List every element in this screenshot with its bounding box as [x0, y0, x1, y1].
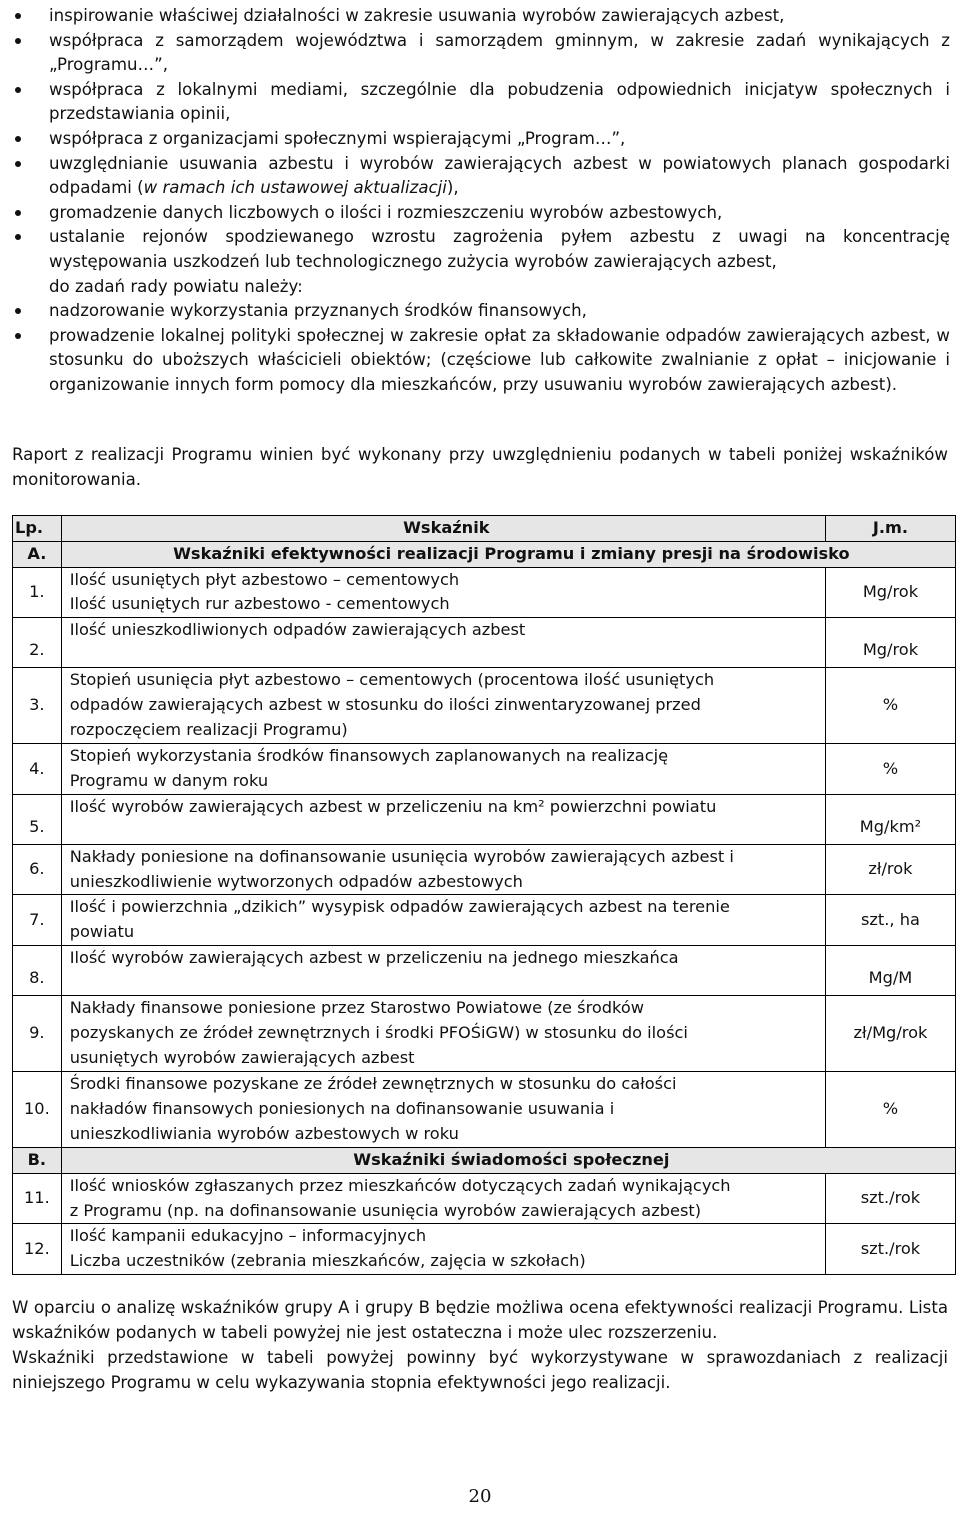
list-item: gromadzenie danych liczbowych o ilości i rozmieszczeniu wyrobów azbestowych,	[12, 201, 950, 226]
row-unit: zł/rok	[825, 844, 955, 895]
list-item: współpraca z organizacjami społecznymi wspierającymi „Program…”,	[12, 127, 950, 152]
table-row	[13, 567, 956, 618]
row-line: Programu w danym roku	[69, 770, 269, 790]
row-line: Ilość wyrobów zawierających azbest w przeliczeniu na km² powierzchni powiatu	[69, 796, 717, 816]
table-row	[13, 945, 956, 995]
table-row	[13, 794, 956, 844]
row-indicator	[61, 945, 825, 995]
list-item: inspirowanie właściwej działalności w zakresie usuwania wyrobów zawierających azbest,	[12, 4, 950, 29]
list-subheading: do zadań rady powiatu należy:	[49, 276, 303, 296]
row-unit: szt./rok	[825, 1173, 955, 1224]
list-item: prowadzenie lokalnej polityki społecznej w zakresie opłat za składowanie odpadów zawierających azbest, w stosunku do uboższych właścicieli obiektów; (częściowe lub całkowite zwalnianie z opłat – inicjowanie i organizowanie innych form pomocy dla mieszkańców, przy usuwaniu wyrobów zawierających azbest).	[12, 324, 950, 398]
row-line: rozpoczęciem realizacji Programu)	[69, 720, 348, 740]
row-indicator	[61, 844, 825, 895]
row-line: pozyskanych ze źródeł zewnętrznych i środki PFOŚiGW) w stosunku do ilości	[69, 1023, 688, 1043]
row-line: odpadów zawierających azbest w stosunku do ilości zinwentaryzowanej przed	[69, 695, 701, 715]
row-indicator	[61, 668, 825, 744]
list-item: współpraca z samorządem województwa i samorządem gminnym, w zakresie zadań wynikających z „Programu…”,	[12, 29, 950, 78]
closing-paragraph-1: W oparciu o analizę wskaźników grupy A i grupy B będzie możliwa ocena efektywności realizacji Programu. Lista wskaźników podanych w tabeli powyżej nie jest ostateczna i może ulec rozszerzeniu.	[12, 1298, 948, 1342]
row-line: Ilość wniosków zgłaszanych przez mieszkańców dotyczących zadań wynikających	[69, 1175, 731, 1195]
table-row	[13, 1071, 956, 1147]
row-lp: 6.	[13, 844, 62, 895]
row-line: Nakłady finansowe poniesione przez Starostwo Powiatowe (ze środków	[69, 998, 644, 1018]
row-line: Stopień usunięcia płyt azbestowo – cementowych (procentowa ilość usuniętych	[69, 670, 715, 690]
row-unit: szt./rok	[825, 1224, 955, 1275]
row-line: Ilość kampanii edukacyjno – informacyjnych	[69, 1226, 427, 1246]
row-line: Ilość i powierzchnia „dzikich” wysypisk odpadów zawierających azbest na terenie	[69, 897, 730, 917]
row-line: powiatu	[69, 922, 135, 942]
row-line: unieszkodliwienie wytworzonych odpadów azbestowych	[69, 871, 523, 891]
row-indicator	[61, 1071, 825, 1147]
row-unit: %	[825, 668, 955, 744]
table-row	[13, 1224, 956, 1275]
row-line: nakładów finansowych poniesionych na dofinansowanie usuwania i	[69, 1099, 615, 1119]
row-unit: Mg/rok	[825, 618, 955, 668]
row-indicator	[61, 618, 825, 668]
row-line: Ilość wyrobów zawierających azbest w przeliczeniu na jednego mieszkańca	[69, 947, 679, 967]
row-line: Ilość usuniętych rur azbestowo - cementowych	[69, 594, 450, 614]
row-line: unieszkodliwiania wyrobów azbestowych w roku	[69, 1123, 459, 1143]
section-b-row	[13, 1147, 956, 1173]
section-b-title: Wskaźniki świadomości społecznej	[61, 1147, 955, 1173]
row-line: z Programu (np. na dofinansowanie usunięcia wyrobów zawierających azbest)	[69, 1200, 702, 1220]
table-row	[13, 995, 956, 1071]
row-indicator	[61, 1224, 825, 1275]
list-item-text: ),	[446, 178, 459, 198]
section-a-row	[13, 541, 956, 567]
row-lp: 3.	[13, 668, 62, 744]
table-row	[13, 668, 956, 744]
row-indicator	[61, 1173, 825, 1224]
row-unit: %	[825, 1071, 955, 1147]
list-item: współpraca z lokalnymi mediami, szczególnie dla pobudzenia odpowiednich inicjatyw społecznych i przedstawiania opinii,	[12, 78, 950, 127]
header-lp: Lp.	[13, 516, 62, 542]
row-line: Ilość unieszkodliwionych odpadów zawierających azbest	[69, 620, 526, 640]
intro-paragraph: Raport z realizacji Programu winien być wykonany przy uwzględnieniu podanych w tabeli poniżej wskaźników monitorowania.	[12, 445, 948, 489]
list-item: ustalanie rejonów spodziewanego wzrostu zagrożenia pyłem azbestu z uwagi na koncentrację występowania uszkodzeń lub technologicznego zużycia wyrobów zawierających azbest,	[12, 225, 950, 274]
row-indicator	[61, 895, 825, 946]
row-indicator	[61, 567, 825, 618]
row-lp: 11.	[13, 1173, 62, 1224]
indicators-table	[12, 515, 956, 1275]
row-indicator	[61, 794, 825, 844]
row-lp: 10.	[13, 1071, 62, 1147]
list-item-text: uwzględnianie usuwania azbestu i wyrobów zawierających azbest w powiatowych planach gospodarki odpadami (	[49, 153, 950, 198]
table-row	[13, 618, 956, 668]
table-header-row	[13, 516, 956, 542]
row-lp: 1.	[13, 567, 62, 618]
row-line: usuniętych wyrobów zawierających azbest	[69, 1047, 415, 1067]
header-unit: J.m.	[825, 516, 955, 542]
row-unit: Mg/km²	[825, 794, 955, 844]
closing-paragraph-2: Wskaźniki przedstawione w tabeli powyżej powinny być wykorzystywane w sprawozdaniach z realizacji niniejszego Programu w celu wykazywania stopnia efektywności jego realizacji.	[12, 1348, 948, 1392]
row-unit: Mg/rok	[825, 567, 955, 618]
section-b-lp: B.	[13, 1147, 62, 1173]
table-row	[13, 744, 956, 795]
row-line: Środki finansowe pozyskane ze źródeł zewnętrznych w stosunku do całości	[69, 1074, 677, 1094]
row-lp: 4.	[13, 744, 62, 795]
section-a-title: Wskaźniki efektywności realizacji Programu i zmiany presji na środowisko	[61, 541, 955, 567]
row-unit: szt., ha	[825, 895, 955, 946]
table-row	[13, 1173, 956, 1224]
row-indicator	[61, 744, 825, 795]
row-lp: 2.	[13, 618, 62, 668]
list-item-italic-text: w ramach ich ustawowej aktualizacji	[143, 178, 447, 198]
row-lp: 9.	[13, 995, 62, 1071]
list-item	[12, 152, 950, 201]
row-unit: Mg/M	[825, 945, 955, 995]
row-lp: 5.	[13, 794, 62, 844]
row-line: Nakłady poniesione na dofinansowanie usunięcia wyrobów zawierających azbest i	[69, 846, 734, 866]
row-line: Ilość usuniętych płyt azbestowo – cementowych	[69, 569, 460, 589]
header-indicator: Wskaźnik	[61, 516, 825, 542]
row-lp: 12.	[13, 1224, 62, 1275]
section-a-lp: A.	[13, 541, 62, 567]
row-line: Liczba uczestników (zebrania mieszkańców, zajęcia w szkołach)	[69, 1251, 586, 1271]
row-lp: 8.	[13, 945, 62, 995]
table-row	[13, 844, 956, 895]
list-item: nadzorowanie wykorzystania przyznanych środków finansowych,	[12, 299, 950, 324]
row-lp: 7.	[13, 895, 62, 946]
row-indicator	[61, 995, 825, 1071]
task-list	[12, 4, 950, 398]
page-number: 20	[468, 1486, 492, 1507]
row-line: Stopień wykorzystania środków finansowych zaplanowanych na realizację	[69, 746, 669, 766]
row-unit: zł/Mg/rok	[825, 995, 955, 1071]
row-unit: %	[825, 744, 955, 795]
table-row	[13, 895, 956, 946]
